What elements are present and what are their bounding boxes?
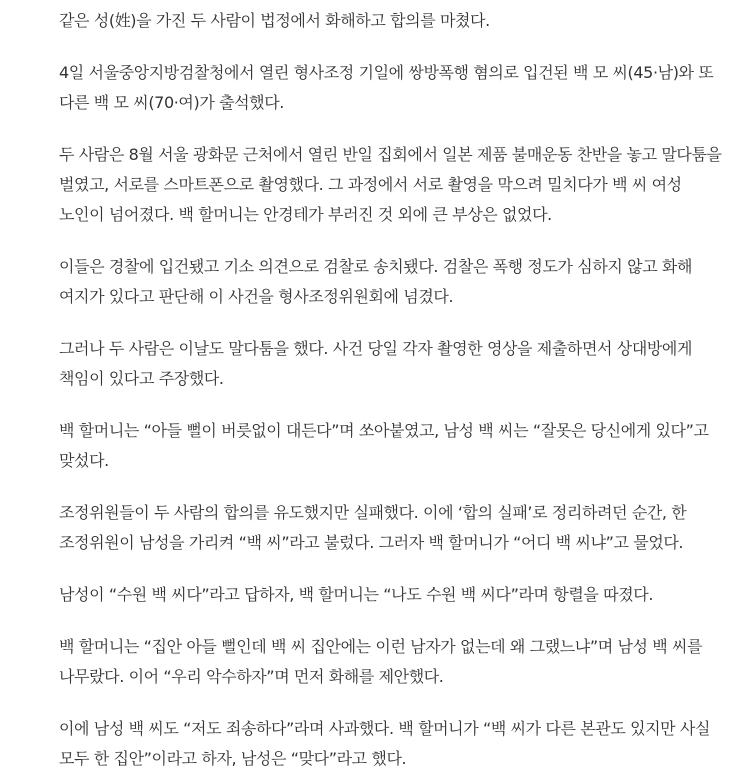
article-paragraph: 4일 서울중앙지방검찰청에서 열린 형사조정 기일에 쌍방폭행 혐의로 입건된 백 모 씨(45·남)와 또 다른 백 모 씨(70·여)가 출석했다. [59,63,714,112]
article-paragraph: 두 사람은 8월 서울 광화문 근처에서 열린 반일 집회에서 일본 제품 불매운동 찬반을 놓고 말다툼을 벌였고, 서로를 스마트폰으로 촬영했다. 그 과정에서 서로 촬영을 막으려 밀치다가 백 씨 여성 노인이 넘어졌다. 백 할머니는 안경테가 부러진 것 외에 큰 부상은 없었다. [59,145,722,224]
article-paragraph: 같은 성(姓)을 가진 두 사람이 법정에서 화해하고 합의를 마쳤다. [59,11,490,30]
article-paragraph: 이에 남성 백 씨도 “저도 죄송하다”라며 사과했다. 백 할머니가 “백 씨가 다른 본관도 있지만 사실 모두 한 집안”이라고 하자, 남성은 “맞다”라고 했다. [59,719,711,768]
article-paragraph: 남성이 “수원 백 씨다”라고 답하자, 백 할머니는 “나도 수원 백 씨다”라며 항렬을 따졌다. [59,585,654,604]
article-paragraph: 그러나 두 사람은 이날도 말다툼을 했다. 사건 당일 각자 촬영한 영상을 제출하면서 상대방에게 책임이 있다고 주장했다. [59,339,693,388]
article-paragraph: 조정위원들이 두 사람의 합의를 유도했지만 실패했다. 이에 ‘합의 실패’로 정리하려던 순간, 한 조정위원이 남성을 가리켜 “백 씨”라고 불렀다. 그러자 백 할머니가 “어디 백 씨냐”고 물었다. [59,503,687,552]
article-paragraph: 백 할머니는 “집안 아들 뻘인데 백 씨 집안에는 이런 남자가 없는데 왜 그랬느냐”며 남성 백 씨를 나무랐다. 이어 “우리 악수하자”며 먼저 화해를 제안했다. [59,637,703,686]
article-paragraph: 백 할머니는 “아들 뻘이 버릇없이 대든다”며 쏘아붙였고, 남성 백 씨는 “잘못은 당신에게 있다”고 맞섰다. [59,421,709,470]
article-paragraph: 이들은 경찰에 입건됐고 기소 의견으로 검찰로 송치됐다. 검찰은 폭행 정도가 심하지 않고 화해 여지가 있다고 판단해 이 사건을 형사조정위원회에 넘겼다. [59,257,693,306]
